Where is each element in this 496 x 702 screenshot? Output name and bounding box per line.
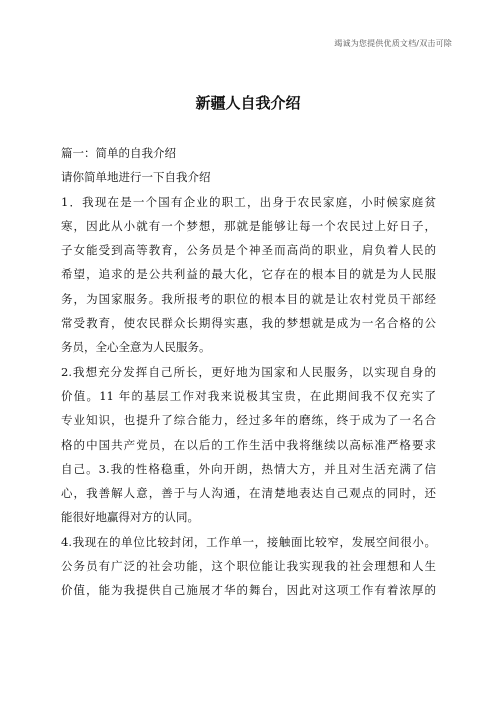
body-line: 价值。11 年的基层工作对我来说极其宝贵，在此期间我不仅充实了: [61, 388, 436, 403]
header-note: 竭诚为您提供优质文档/双击可除: [334, 39, 452, 48]
body-line: 希望，追求的是公共利益的最大化，它存在的根本目的就是为人民服: [61, 267, 436, 282]
body-line: 请你简单地进行一下自我介绍: [61, 170, 211, 185]
body-line: 心，我善解人意，善于与人沟通，在清楚地表达自己观点的同时，还: [61, 486, 436, 501]
body-line: 能很好地赢得对方的认同。: [61, 510, 199, 525]
body-line: 1．我现在是一个国有企业的职工，出身于农民家庭，小时候家庭贫: [61, 194, 436, 209]
body-line: 务员，全心全意为人民服务。: [61, 340, 211, 355]
body-line: 4.我现在的单位比较封闭，工作单一，接触面比较窄，发展空间很小。: [61, 534, 436, 549]
body-line: 专业知识，也提升了综合能力，经过多年的磨练，终于成为了一名合: [61, 413, 436, 428]
body-line: 务，为国家服务。我所报考的职位的根本目的就是让农村党员干部经: [61, 291, 436, 306]
document-title: 新疆人自我介绍: [195, 94, 301, 112]
body-line: 子女能受到高等教育，公务员是个神圣而高尚的职业，肩负着人民的: [61, 243, 436, 258]
body-line: 常受教育，使农民群众长期得实惠，我的梦想就是成为一名合格的公: [61, 316, 436, 331]
body-line: 价值，能为我提供自己施展才华的舞台，因此对这项工作有着浓厚的: [61, 583, 436, 598]
body-line: 自己。3.我的性格稳重，外向开朗，热情大方，并且对生活充满了信: [61, 461, 436, 476]
document-body: [61, 141, 436, 603]
body-line: 格的中国共产党员，在以后的工作生活中我将继续以高标准严格要求: [61, 437, 436, 452]
body-line: 公务员有广泛的社会功能，这个职位能让我实现我的社会理想和人生: [61, 559, 436, 574]
body-line: 2.我想充分发挥自己所长，更好地为国家和人民服务，以实现自身的: [61, 364, 436, 379]
body-line: 寒，因此从小就有一个梦想，那就是能够让每一个农民过上好日子，: [61, 218, 436, 233]
body-line: 篇一：简单的自我介绍: [61, 146, 176, 160]
